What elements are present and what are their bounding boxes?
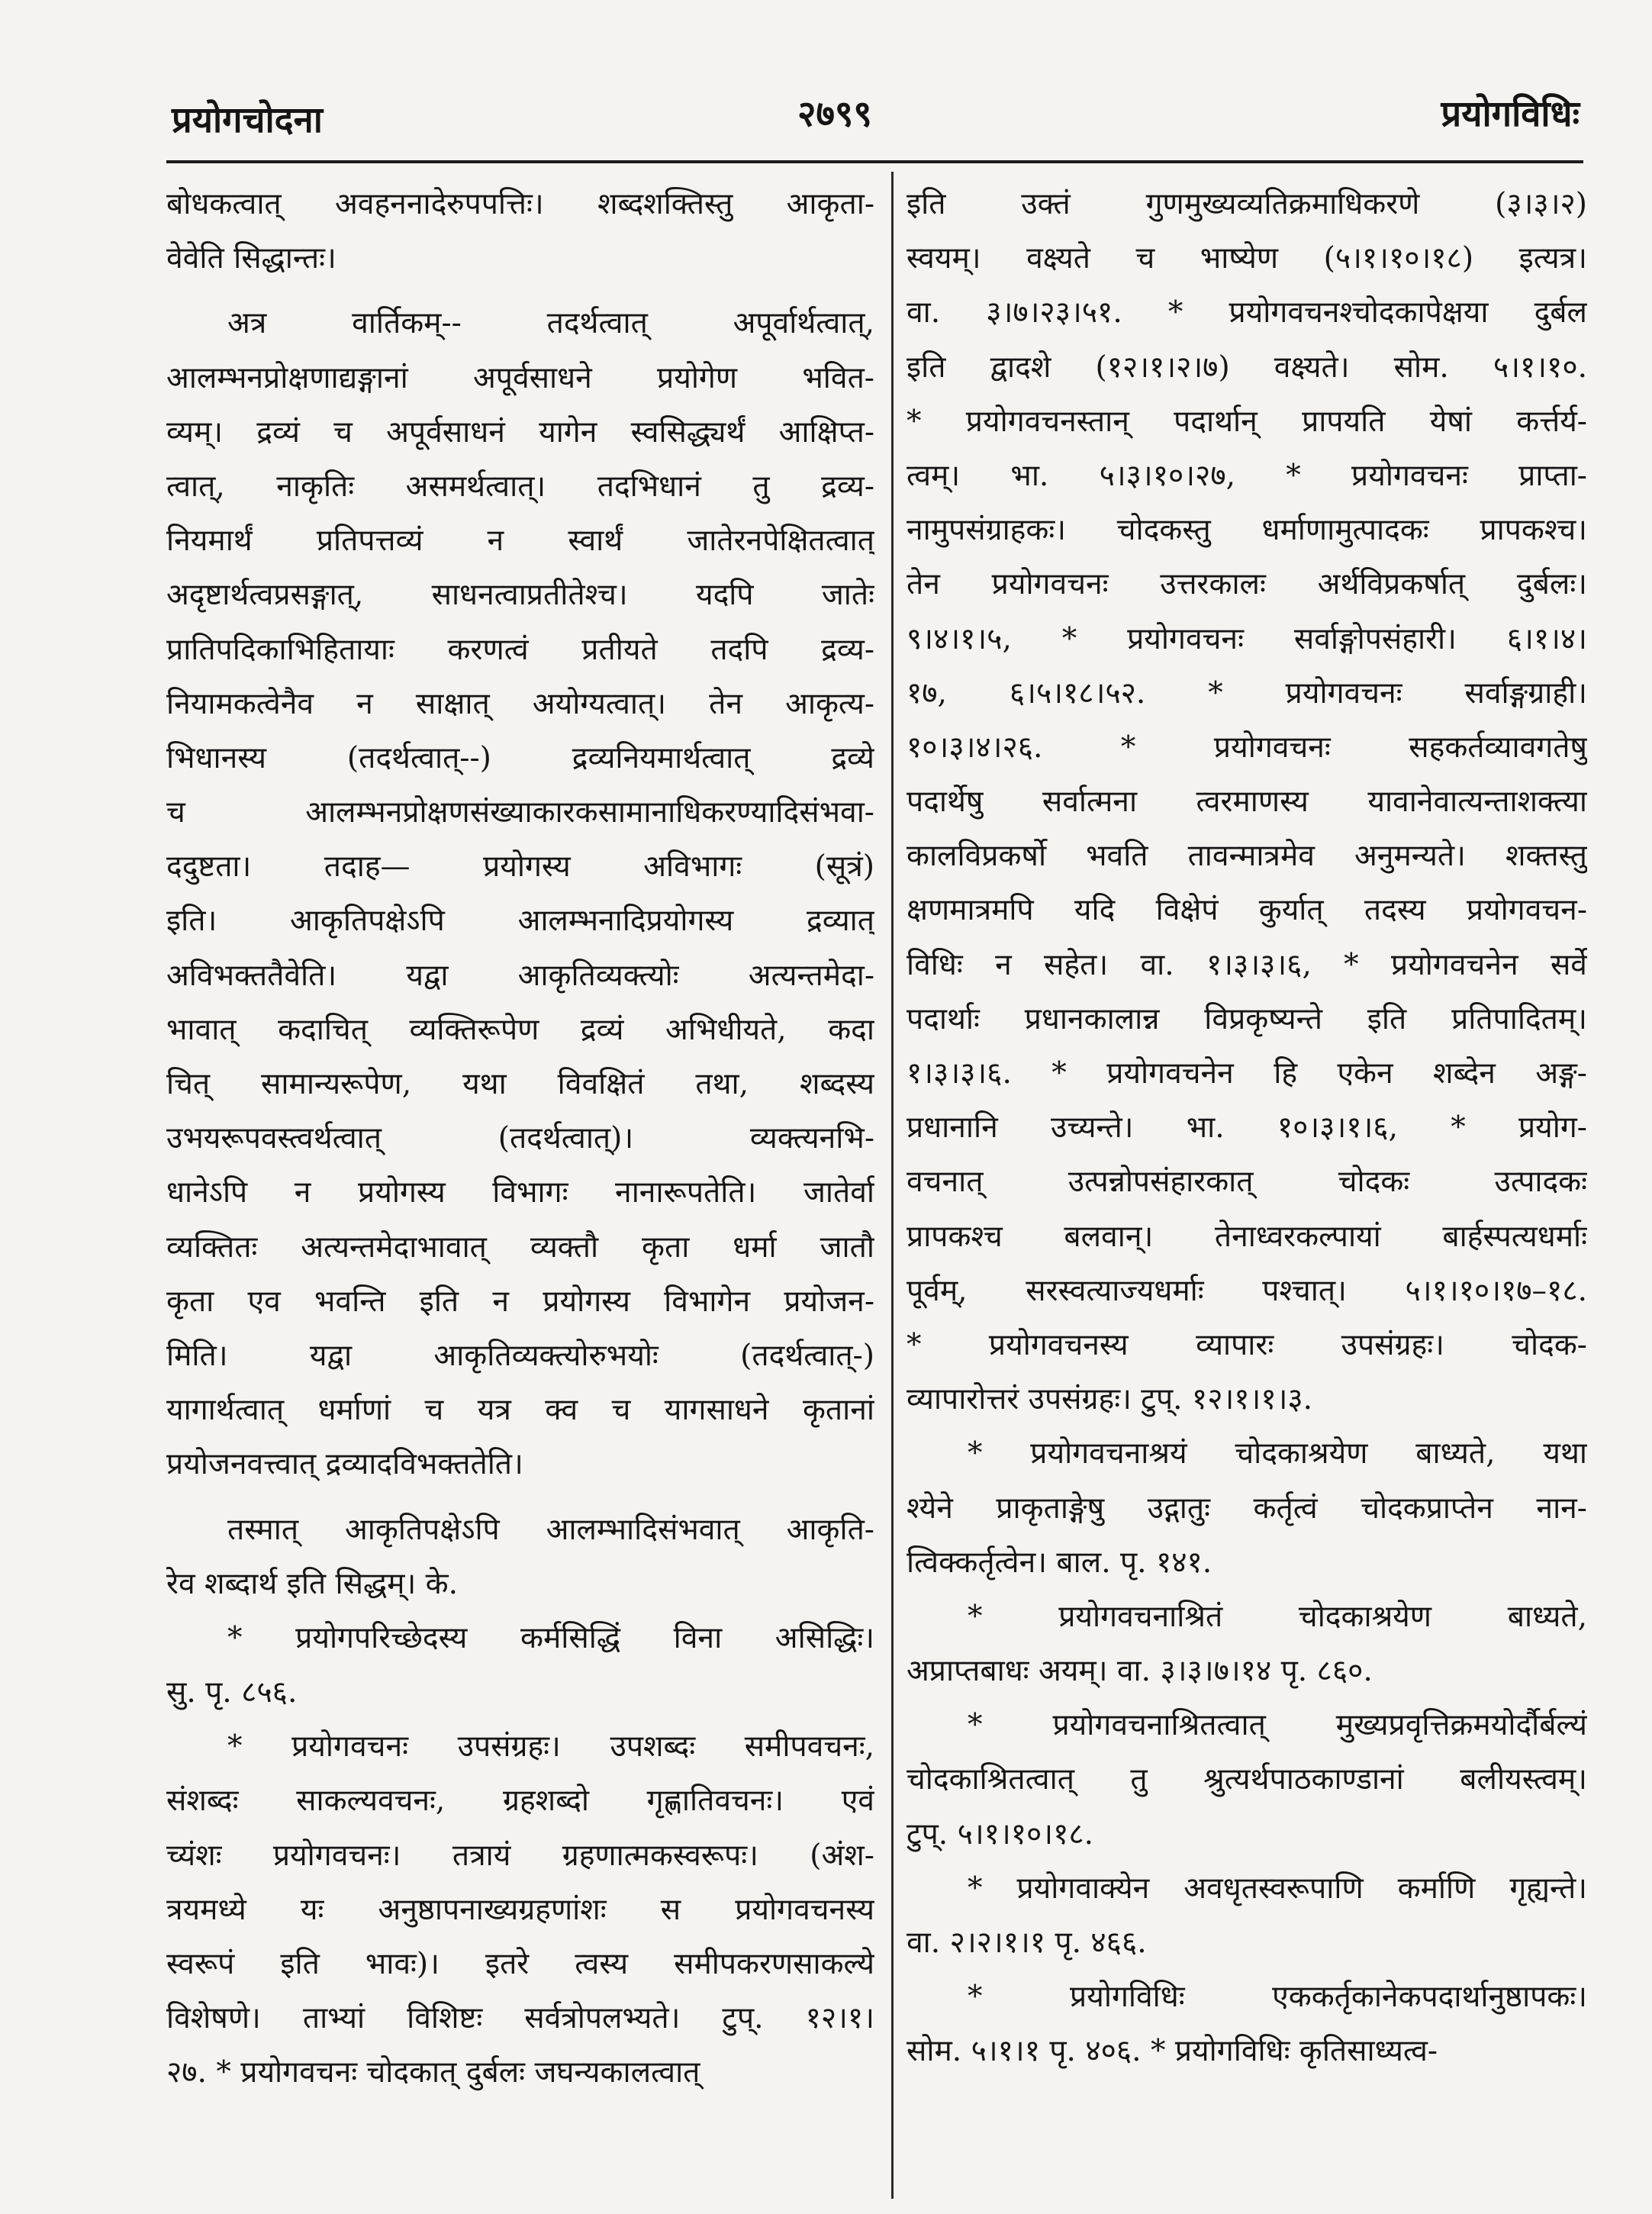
text-line: स्वरूपं इति भावः)। इतरे त्वस्य समीपकरणसाकल्ये xyxy=(166,1947,874,1981)
text-line: त्रयमध्ये यः अनुष्ठापनाख्यग्रहणांशः स प्रयोगवचनस्य xyxy=(166,1892,874,1927)
text-line: संशब्दः साकल्यवचनः, ग्रहशब्दो गृह्णातिवचनः। एवं xyxy=(166,1784,874,1819)
text-line: धानेऽपि न प्रयोगस्य विभागः नानारूपतेति। जातेर्वा xyxy=(166,1175,874,1210)
text-line: इति उक्तं गुणमुख्यव्यतिक्रमाधिकरणे (३।३।२) xyxy=(907,187,1587,221)
text-line: इति। आकृतिपक्षेऽपि आलम्भनादिप्रयोगस्य द्रव्यात् xyxy=(166,904,874,939)
text-line: * प्रयोगविधिः एककर्तृकानेकपदार्थानुष्ठापकः। xyxy=(968,1980,1587,2015)
text-line: * प्रयोगवचनस्तान् पदार्थान् प्रापयति येषां कर्त्तर्य- xyxy=(907,404,1587,439)
text-line: सु. पृ. ८५६. xyxy=(166,1675,298,1710)
text-line: भिधानस्य (तदर्थत्वात्--) द्रव्यनियमार्थत्वात् द्रव्ये xyxy=(166,740,874,775)
text-line: पदार्थाः प्रधानकालान्न विप्रकृष्यन्ते इति प्रतिपादितम्। xyxy=(907,1001,1587,1036)
text-line: * प्रयोगवचनस्य व्यापारः उपसंग्रहः। चोदक- xyxy=(907,1327,1587,1362)
text-line: * प्रयोगवचनाश्रितं चोदकाश्रयेण बाध्यते, xyxy=(968,1599,1587,1634)
text-line: * प्रयोगवचनाश्रितत्वात् मुख्यप्रवृत्तिक्रमयोर्दौर्बल्यं xyxy=(968,1708,1587,1743)
header-left-headword: प्रयोगचोदना xyxy=(172,99,323,141)
text-line: अत्र वार्तिकम्-- तदर्थत्वात् अपूर्वार्थत्वात्, xyxy=(227,306,874,341)
header-right-headword: प्रयोगविधिः xyxy=(1441,93,1580,135)
text-line: च आलम्भनप्रोक्षणसंख्याकारकसामानाधिकरण्यादिसंभवा- xyxy=(166,795,874,830)
text-line: अप्राप्तबाधः अयम्। वा. ३।३।७।१४ पृ. ८६०. xyxy=(907,1654,1373,1689)
text-line: २७. * प्रयोगवचनः चोदकात् दुर्बलः जघन्यकालत्वात् xyxy=(166,2055,700,2090)
text-line: ९।४।१।५, * प्रयोगवचनः सर्वाङ्गोपसंहारी। ६।१।४। xyxy=(907,621,1587,656)
text-line: व्यापारोत्तरं उपसंग्रहः। टुप्. १२।१।१।३. xyxy=(907,1382,1313,1417)
text-line: आलम्भनप्रोक्षणाद्यङ्गानां अपूर्वसाधने प्रयोगेण भवित- xyxy=(166,360,874,395)
text-line: पूर्वम्, सरस्वत्याज्यधर्माः पश्चात्। ५।१।१०।१७–१८. xyxy=(907,1273,1587,1308)
text-line: वा. ३।७।२३।५१. * प्रयोगवचनश्चोदकापेक्षया दुर्बल xyxy=(907,295,1587,330)
text-line: इति द्वादशे (१२।१।२।७) वक्ष्यते। सोम. ५।१।१०. xyxy=(907,350,1587,385)
right-column xyxy=(907,177,1587,2079)
text-line: क्षणमात्रमपि यदि विक्षेपं कुर्यात् तदस्य प्रयोगवचन- xyxy=(907,893,1587,928)
text-line: अविभक्ततैवेति। यद्वा आकृतिव्यक्त्योः अत्यन्तमेदा- xyxy=(166,958,874,993)
text-line: * प्रयोगपरिच्छेदस्य कर्मसिद्धिं विना असिद्धिः। xyxy=(227,1620,874,1655)
text-line: स्वयम्। वक्ष्यते च भाष्येण (५।१।१०।१८) इत्यत्र। xyxy=(907,241,1587,276)
text-line: नियमार्थं प्रतिपत्तव्यं न स्वार्थं जातेरनपेक्षितत्वात् xyxy=(166,524,874,559)
text-line: * प्रयोगवाक्येन अवधृतस्वरूपाणि कर्माणि गृह्यन्ते। xyxy=(968,1871,1587,1906)
text-line: यागार्थत्वात् धर्माणां च यत्र क्व च यागसाधने कृतानां xyxy=(166,1393,874,1428)
text-line: * प्रयोगवचनः उपसंग्रहः। उपशब्दः समीपवचनः, xyxy=(227,1729,874,1764)
text-line: अदृष्टार्थत्वप्रसङ्गात्, साधनत्वाप्रतीतेश्च। यदपि जातेः xyxy=(166,578,874,613)
text-line: सोम. ५।१।१ पृ. ४०६. * प्रयोगविधिः कृतिसाध्यत्व- xyxy=(907,2034,1438,2069)
text-line: नियामकत्वेनैव न साक्षात् अयोग्यत्वात्। तेन आकृत्य- xyxy=(166,686,874,721)
text-line: नामुपसंग्राहकः। चोदकस्तु धर्माणामुत्पादकः प्रापकश्च। xyxy=(907,513,1587,548)
text-line: विधिः न सहेत। वा. १।३।३।६, * प्रयोगवचनेन सर्वे xyxy=(907,947,1587,982)
text-line: विशेषणे। ताभ्यां विशिष्टः सर्वत्रोपलभ्यते। टुप्. १२।१। xyxy=(166,2001,874,2036)
text-line: १७, ६।५।१८।५२. * प्रयोगवचनः सर्वाङ्गग्राही। xyxy=(907,675,1587,711)
text-line: वा. २।२।१।१ पृ. ४६६. xyxy=(907,1926,1147,1960)
text-line: टुप्. ५।१।१०।१८. xyxy=(907,1816,1094,1851)
text-line: उभयरूपवस्त्वर्थत्वात् (तदर्थत्वात्)। व्यक्त्यनभि- xyxy=(166,1121,874,1156)
text-line: त्वम्। भा. ५।३।१०।२७, * प्रयोगवचनः प्राप्ता- xyxy=(907,458,1587,493)
text-line: प्रातिपदिकाभिहितायाः करणत्वं प्रतीयते तदपि द्रव्य- xyxy=(166,632,874,667)
header-rule xyxy=(166,160,1583,163)
text-line: व्यक्तितः अत्यन्तमेदाभावात् व्यक्तौ कृता धर्मा जातौ xyxy=(166,1229,874,1265)
text-line: १०।३।४।२६. * प्रयोगवचनः सहकर्तव्यावगतेषु xyxy=(907,730,1587,765)
text-line: चित् सामान्यरूपेण, यथा विवक्षितं तथा, शब्दस्य xyxy=(166,1067,874,1101)
text-line: प्रयोजनवत्त्वात् द्रव्यादविभक्ततेति। xyxy=(166,1447,523,1482)
text-line: रेव शब्दार्थ इति सिद्धम्। के. xyxy=(166,1566,459,1601)
text-line: प्रधानानि उच्यन्ते। भा. १०।३।१।६, * प्रयोग- xyxy=(907,1110,1587,1146)
text-line: प्रापकश्च बलवान्। तेनाध्वरकल्पायां बार्हस्पत्यधर्माः xyxy=(907,1219,1587,1254)
text-line: ददुष्टता। तदाह— प्रयोगस्य अविभागः (सूत्रं) xyxy=(166,849,874,885)
text-line: मिति। यद्वा आकृतिव्यक्त्योरुभयोः (तदर्थत्वात्-) xyxy=(166,1338,874,1373)
column-divider xyxy=(891,172,894,2199)
text-line: तस्मात् आकृतिपक्षेऽपि आलम्भादिसंभवात् आकृति- xyxy=(227,1512,874,1547)
text-line: त्विक्कर्तृत्वेन। बाल. पृ. १४१. xyxy=(907,1545,1212,1580)
text-line: १।३।३।६. * प्रयोगवचनेन हि एकेन शब्देन अङ्ग- xyxy=(907,1056,1587,1091)
text-line: भावात् कदाचित् व्यक्तिरूपेण द्रव्यं अभिधीयते, कदा xyxy=(166,1012,874,1047)
text-line: व्यम्। द्रव्यं च अपूर्वसाधनं यागेन स्वसिद्ध्यर्थं आक्षिप्त- xyxy=(166,414,874,450)
text-line: कालविप्रकर्षो भवति तावन्मात्रमेव अनुमन्यते। शक्तस्तु xyxy=(907,839,1587,874)
text-line: त्वात्, नाकृतिः असमर्थत्वात्। तदभिधानं तु द्रव्य- xyxy=(166,469,874,504)
text-line: वेवेति सिद्धान्तः। xyxy=(166,241,337,276)
text-line: तेन प्रयोगवचनः उत्तरकालः अर्थविप्रकर्षात् दुर्बलः। xyxy=(907,567,1587,602)
text-line: कृता एव भवन्ति इति न प्रयोगस्य विभागेन प्रयोजन- xyxy=(166,1284,874,1319)
text-line: चोदकाश्रितत्वात् तु श्रुत्यर्थपाठकाण्डानां बलीयस्त्वम्। xyxy=(907,1762,1587,1797)
text-line: * प्रयोगवचनाश्रयं चोदकाश्रयेण बाध्यते, यथा xyxy=(968,1436,1587,1471)
page-header xyxy=(172,88,1580,149)
text-line: बोधकत्वात् अवहननादेरुपपत्तिः। शब्दशक्तिस्तु आकृता- xyxy=(166,187,874,221)
text-line: श्येने प्राकृताङ्गेषु उद्गातुः कर्तृत्वं चोदकप्राप्तेन नान- xyxy=(907,1491,1587,1526)
page-number: २७९९ xyxy=(797,93,872,135)
left-column xyxy=(166,177,874,2100)
text-line: वचनात् उत्पन्नोपसंहारकात् चोदकः उत्पादकः xyxy=(907,1165,1587,1200)
text-line: च्यंशः प्रयोगवचनः। तत्रायं ग्रहणात्मकस्वरूपः। (अंश- xyxy=(166,1838,874,1873)
text-line: पदार्थेषु सर्वात्मना त्वरमाणस्य यावानेवात्यन्ताशक्त्या xyxy=(907,785,1587,820)
